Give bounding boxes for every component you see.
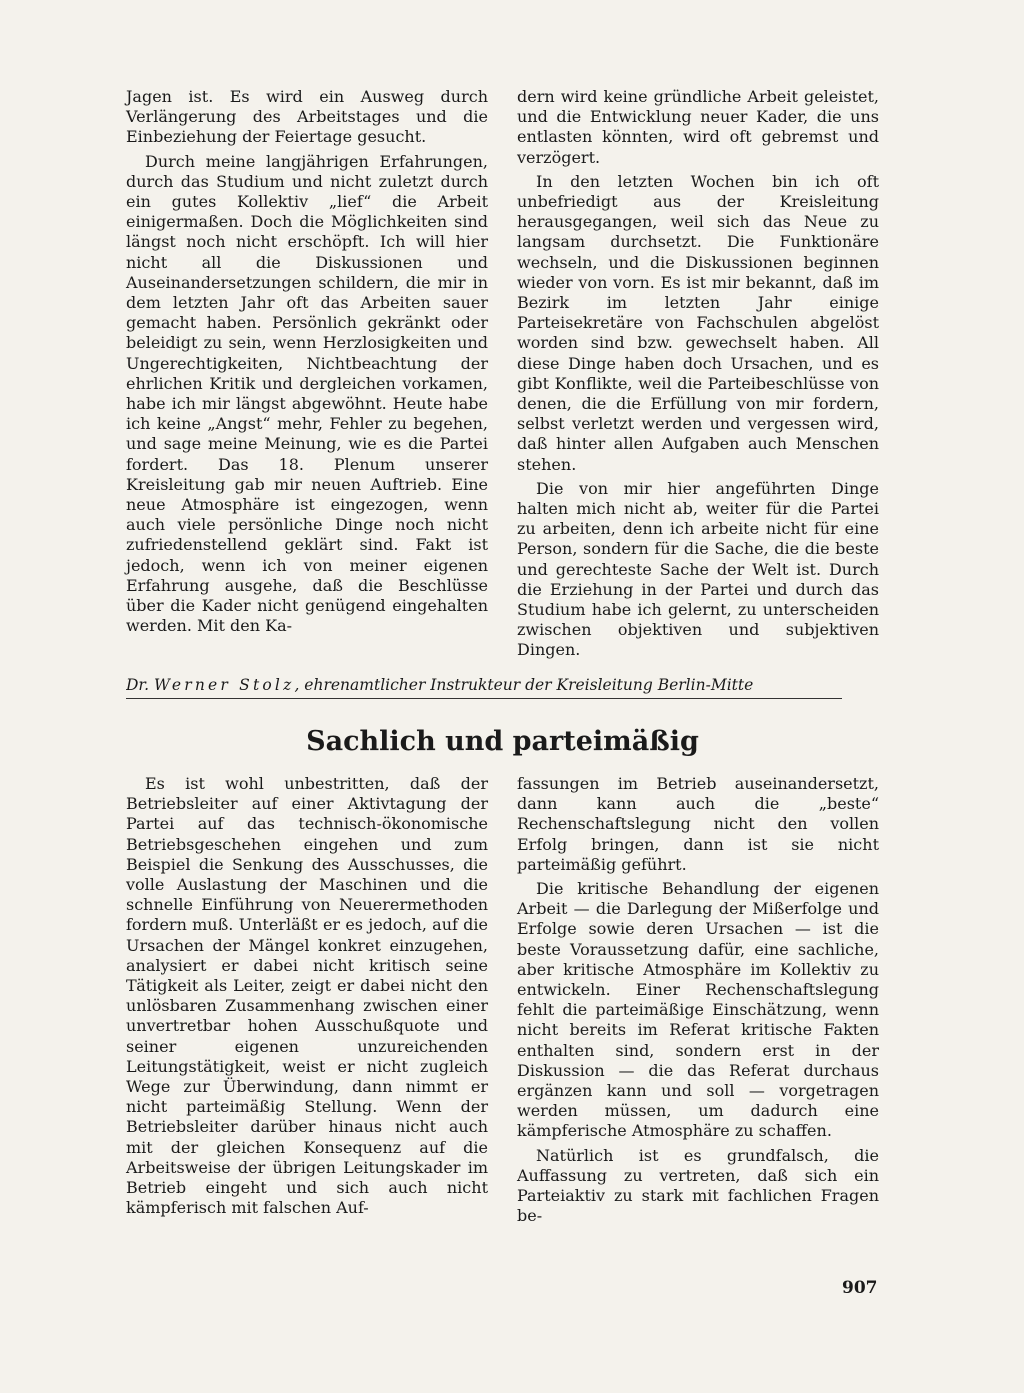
page-number: 907 (842, 1278, 878, 1298)
paragraph: Es ist wohl unbestritten, daß der Betriebsleiter auf einer Aktivtagung der Partei auf das technisch-ökonomische Betriebsgeschehen eingehen und zum Beispiel die Senkung des Ausschusses, die volle Auslastung der Maschinen und die schnelle Einführung von Neuerermethoden fordern muß. Unterläßt er es jedoch, auf die Ursachen der Mängel konkret einzugehen, analysiert er dabei nicht kritisch seine Tätigkeit als Leiter, zeigt er dabei nicht den unlösbaren Zusammenhang zwischen einer unvertretbar hohen Ausschußquote und seiner eigenen unzureichenden Leitungstätigkeit, weist er nicht zugleich Wege zur Überwindung, dann nimmt er nicht parteimäßig Stellung. Wenn der Betriebsleiter darüber hinaus nicht auch mit der gleichen Konsequenz auf die Arbeitsweise der übrigen Leitungskader im Betrieb eingeht und sich auch nicht kämpferisch mit falschen Auf- (126, 774, 488, 1218)
article-headline: Sachlich und parteimäßig (306, 726, 699, 757)
paragraph: dern wird keine gründliche Arbeit geleistet, und die Entwicklung neuer Kader, die uns entlasten könnten, wird oft gebremst und verzögert. (517, 87, 879, 167)
byline-prefix: Dr. (126, 676, 154, 694)
author-byline (126, 676, 842, 699)
article1-left-column (126, 87, 488, 640)
paragraph: Natürlich ist es grundfalsch, die Auffassung zu vertreten, daß sich ein Parteiaktiv zu stark mit fachlichen Fragen be- (517, 1145, 879, 1226)
paragraph: Jagen ist. Es wird ein Ausweg durch Verlängerung des Arbeitstages und die Einbeziehung der Feiertage gesucht. (126, 87, 488, 147)
paragraph: Durch meine langjährigen Erfahrungen, durch das Studium und nicht zuletzt durch ein gutes Kollektiv „lief“ die Arbeit einigermaßen. Doch die Möglichkeiten sind längst noch nicht erschöpft. Ich will hier nicht all die Diskussionen und Auseinandersetzungen schildern, die mir in dem letzten Jahr oft das Arbeiten sauer gemacht haben. Persönlich gekränkt oder beleidigt zu sein, wenn Herzlosigkeiten und Ungerechtigkeiten, Nichtbeachtung der ehrlichen Kritik und dergleichen vorkamen, habe ich mir längst abgewöhnt. Heute habe ich keine „Angst“ mehr, Fehler zu begehen, und sage meine Meinung, wie es die Partei fordert. Das 18. Plenum unserer Kreisleitung gab mir neuen Auftrieb. Eine neue Atmosphäre ist eingezogen, wenn auch viele persönliche Dinge noch nicht zufriedenstellend geklärt sind. Fakt ist jedoch, wenn ich von meiner eigenen Erfahrung ausgehe, daß die Beschlüsse über die Kader nicht genügend eingehalten werden. Mit den Ka- (126, 151, 488, 636)
author-role: , ehrenamtlicher Instrukteur der Kreisleitung Berlin-Mitte (294, 676, 754, 694)
author-name: Werner Stolz (154, 676, 295, 694)
article2-right-column (517, 774, 879, 1230)
article1-right-column (517, 87, 879, 665)
paragraph: In den letzten Wochen bin ich oft unbefriedigt aus der Kreisleitung herausgegangen, weil sich das Neue zu langsam durchsetzt. Die Funktionäre wechseln, und die Diskussionen beginnen wieder von vorn. Es ist mir bekannt, daß im Bezirk im letzten Jahr einige Parteisekretäre von Fachschulen abgelöst worden sind bzw. gewechselt haben. All diese Dinge haben doch Ursachen, und es gibt Konflikte, weil die Parteibeschlüsse von denen, die die Erfüllung von mir fordern, selbst verletzt werden und vergessen wird, daß hinter allen Aufgaben auch Menschen stehen. (517, 171, 879, 474)
paragraph: fassungen im Betrieb auseinandersetzt, dann kann auch die „beste“ Rechenschaftslegung nicht den vollen Erfolg bringen, dann ist sie nicht parteimäßig geführt. (517, 774, 879, 874)
article2-left-column (126, 774, 488, 1222)
paragraph: Die von mir hier angeführten Dinge halten mich nicht ab, weiter für die Partei zu arbeiten, denn ich arbeite nicht für eine Person, sondern für die Sache, die die beste und gerechteste Sache der Welt ist. Durch die Erziehung in der Partei und durch das Studium habe ich gelernt, zu unterscheiden zwischen objektiven und subjektiven Dingen. (517, 478, 879, 660)
paragraph: Die kritische Behandlung der eigenen Arbeit — die Darlegung der Mißerfolge und Erfolge sowie deren Ursachen — ist die beste Voraussetzung dafür, eine sachliche, aber kritische Atmosphäre im Kollektiv zu entwickeln. Einer Rechenschaftslegung fehlt die parteimäßige Einschätzung, wenn nicht bereits im Referat kritische Fakten enthalten sind, sondern erst in der Diskussion — die das Referat durchaus ergänzen kann und soll — vorgetragen werden müssen, um dadurch eine kämpferische Atmosphäre zu schaffen. (517, 879, 879, 1141)
